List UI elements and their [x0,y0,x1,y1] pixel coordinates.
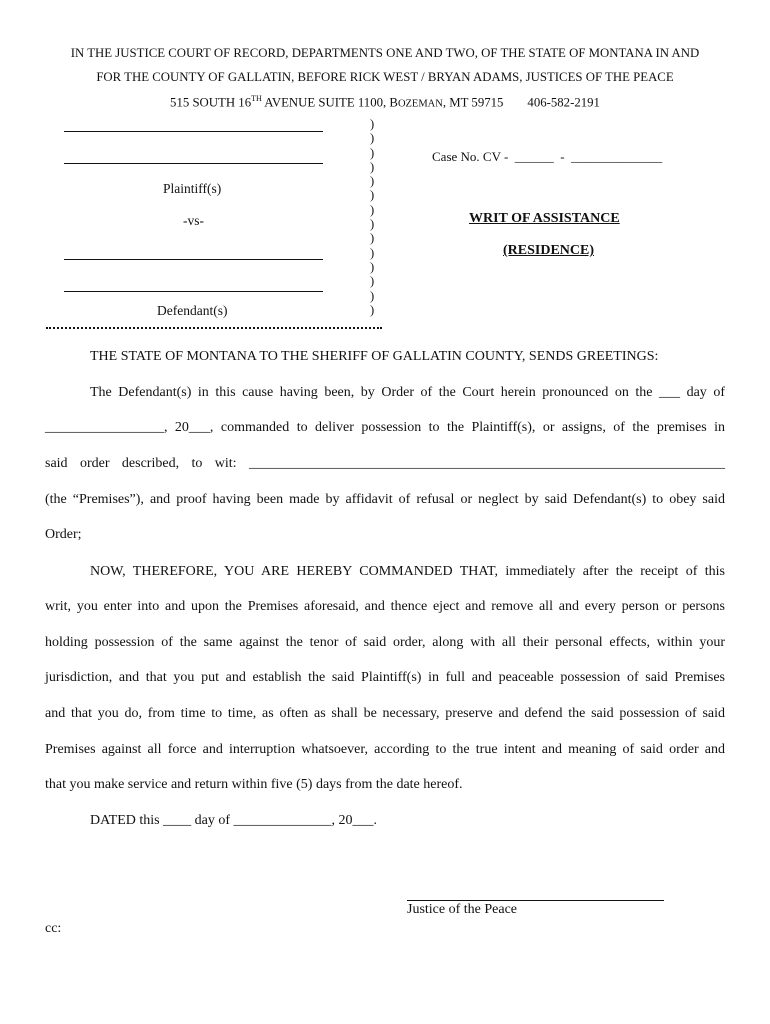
greeting: THE STATE OF MONTANA TO THE SHERIFF OF GALLATIN COUNTY, SENDS GREETINGS: [90,349,659,364]
document-title: WRIT OF ASSISTANCE [469,211,620,226]
paragraph-2-line-1: NOW, THEREFORE, YOU ARE HEREBY COMMANDED THAT, immediately after the receipt of this [90,564,725,579]
defendant-name-line-1[interactable] [64,259,323,260]
court-phone: 406-582-2191 [527,95,600,110]
court-header-line-2: FOR THE COUNTY OF GALLATIN, BEFORE RICK WEST / BRYAN ADAMS, JUSTICES OF THE PEACE [96,70,674,84]
paragraph-1-line-3: said order described, to wit: ____________________________________________________________________ [45,456,725,471]
caption-paren: ) [370,202,375,217]
signature-line[interactable] [407,900,664,901]
defendant-name-line-2[interactable] [64,291,323,292]
caption-paren: ) [370,259,375,274]
address-city: OZEMAN [397,98,443,110]
address-street: 515 SOUTH 16 [170,95,252,110]
caption-paren: ) [370,145,375,160]
defendant-label: Defendant(s) [157,303,228,318]
paragraph-2-line-4: jurisdiction, and that you put and establish the said Plaintiff(s) in full and peaceable possession of said Premises [45,670,725,685]
caption-paren: ) [370,245,375,260]
paragraph-2-line-2: writ, you enter into and upon the Premises aforesaid, and thence eject and remove all and every person or persons [45,599,725,614]
caption-paren: ) [370,188,375,203]
plaintiff-name-line-1[interactable] [64,131,323,132]
paragraph-2-line-7: that you make service and return within five (5) days from the date hereof. [45,777,463,792]
caption-paren: ) [370,274,375,289]
caption-paren: ) [370,217,375,232]
plaintiff-name-line-2[interactable] [64,163,323,164]
caption-paren: ) [370,174,375,189]
paragraph-1-line-4: (the “Premises”), and proof having been made by affidavit of refusal or neglect by said Defendant(s) to obey said [45,492,725,507]
caption-paren: ) [370,302,375,317]
caption-paren: ) [370,159,375,174]
plaintiff-label: Plaintiff(s) [163,181,222,196]
document-subtitle: (RESIDENCE) [503,243,595,258]
court-header-line-1: IN THE JUSTICE COURT OF RECORD, DEPARTMENTS ONE AND TWO, OF THE STATE OF MONTANA IN AND [70,46,700,60]
paragraph-1-line-1: The Defendant(s) in this cause having been, by Order of the Court herein pronounced on the ___ day of [90,385,725,400]
address-state-zip: , MT 59715 [442,95,504,110]
caption-paren-column [370,117,374,317]
court-address [0,94,770,110]
caption-paren: ) [370,288,375,303]
paragraph-1-line-2: _________________, 20___, commanded to deliver possession to the Plaintiff(s), or assigns, of the premises in [45,420,725,435]
paragraph-2-line-5: and that you do, from time to time, as often as shall be necessary, preserve and defend the said possession of said [45,706,725,721]
paragraph-2-line-6: Premises against all force and interruption whatsoever, according to the true intent and meaning of said order and [45,742,725,757]
paragraph-1-line-5: Order; [45,527,82,542]
caption-paren: ) [370,231,375,246]
signature-label: Justice of the Peace [407,902,518,917]
case-number[interactable]: Case No. CV - ______ - ______________ [432,149,663,164]
address-suite: AVENUE SUITE 1100, B [261,95,398,110]
caption-paren: ) [370,131,375,146]
caption-paren: ) [370,117,375,131]
cc-label: cc: [45,921,62,936]
versus-label: -vs- [183,213,204,228]
dated-line: DATED this ____ day of ______________, 20___. [90,813,377,828]
paragraph-2-line-3: holding possession of the same against the tenor of said order, along with all their personal effects, within your [45,635,725,650]
caption-bottom-rule [46,327,382,329]
address-ordinal: TH [251,94,262,103]
